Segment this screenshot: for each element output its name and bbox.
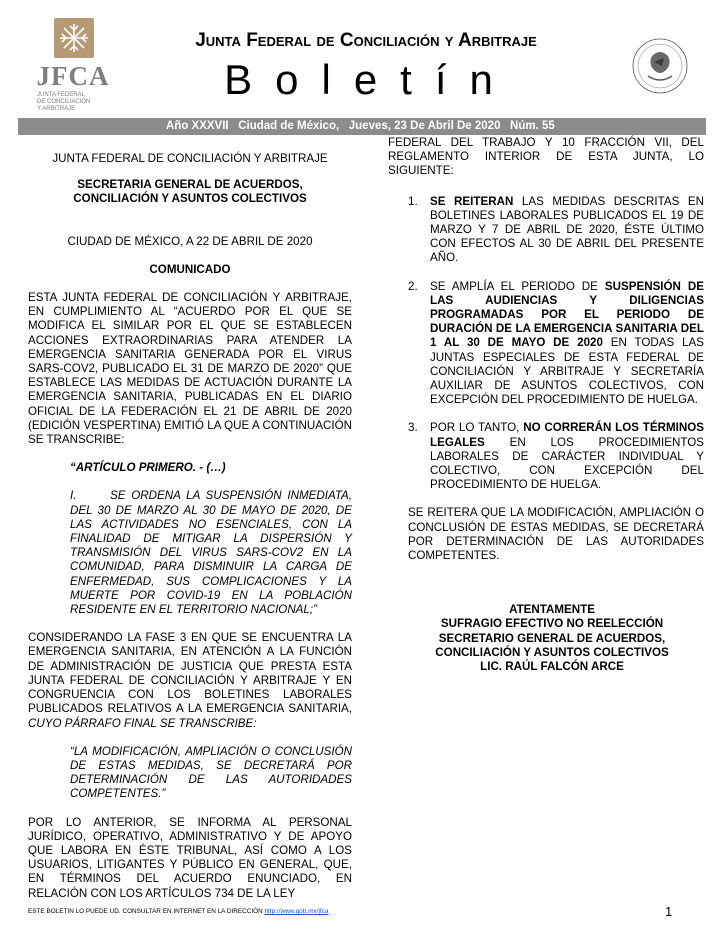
signature-block bbox=[388, 603, 704, 674]
paragraph-2-text: CONSIDERANDO LA FASE 3 EN QUE SE ENCUENTRA LA EMERGENCIA SANITARIA, EN ATENCIÓN A LA FUNCIÓN DE ADMINISTRACIÓN DE JUSTICIA QUE PRESTA ESTA JUNTA FEDERAL DE CONCILIACIÓN Y ARBITRAJE Y EN CONGRUENCIA CON LOS BOLETINES LABORALES PUBLICADOS RELATIVOS A LA EMERGENCIA SANITARIA, bbox=[28, 631, 352, 716]
footer-text: ESTE BOLETIN LO PUEDE UD. CONSULTAR EN INTERNET EN LA DIRECCIÓN bbox=[28, 908, 265, 915]
measures-list bbox=[388, 195, 704, 493]
signature-line-4: LIC. RAÚL FALCÓN ARCE bbox=[480, 660, 624, 674]
page-number: 1 bbox=[665, 904, 673, 919]
title-text: Junta Federal de Conciliación y Arbitraje bbox=[195, 30, 537, 51]
paragraph-3: POR LO ANTERIOR, SE INFORMA AL PERSONAL JURÍDICO, OPERATIVO, ADMINISTRATIVO Y DE APOYO QUE LABORA EN ÉSTE TRIBUNAL, ASÍ COMO A LOS USUARIOS, LITIGANTES Y PÚBLICO EN GENERAL, QUE, EN TÉRMINOS DEL ACUERDO ENUNCIADO, EN RELACIÓN CON LOS ARTÍCULOS 734 DE LA LEY bbox=[28, 815, 352, 900]
paragraph-2-italic: CUYO PÁRRAFO FINAL SE TRANSCRIBE: bbox=[28, 716, 257, 730]
item1-text: LAS MEDIDAS DESCRITAS EN BOLETINES LABORALES PUBLICADOS EL 19 DE MARZO Y 7 DE ABRIL DE 2020, ÉSTE ÚLTIMO CON EFECTOS AL 30 DE ABRIL DEL PRESENTE AÑO. bbox=[430, 194, 704, 265]
left-column bbox=[28, 152, 352, 901]
item1-bold: SE REITERAN bbox=[430, 194, 514, 208]
signature-line-3: SECRETARIO GENERAL DE ACUERDOS, CONCILIACIÓN Y ASUNTOS COLECTIVOS bbox=[435, 631, 669, 659]
signature-line-1: ATENTAMENTE bbox=[509, 603, 595, 617]
paragraph-1: ESTA JUNTA FEDERAL DE CONCILIACIÓN Y ARBITRAJE, EN CUMPLIMIENTO AL “ACUERDO POR EL QUE SE MODIFICA EL SIMILAR POR EL QUE SE ESTABLECEN ACCIONES EXTRAORDINARIAS PARA ATENDER LA EMERGENCIA SANITARIA GENERADA POR EL VIRUS SARS-COV2, PUBLICADO EL 31 DE MARZO DE 2020” QUE ESTABLECE LAS MEDIDAS DE ACTUACIÓN DURANTE LA EMERGENCIA SANITARIA, PUBLICADAS EN EL DIARIO OFICIAL DE LA FEDERACIÓN EL 21 DE ABRIL DE 2020 (EDICIÓN VESPERTINA) EMITIÓ LA QUE A CONTINUACIÓN SE TRANSCRIBE: bbox=[28, 291, 352, 447]
right-column bbox=[388, 136, 704, 674]
quote-2: “LA MODIFICACIÓN, AMPLIACIÓN O CONCLUSIÓN DE ESTAS MEDIDAS, SE DECRETARÁ POR DETERMINACIÓN DE LAS AUTORIDADES COMPETENTES.” bbox=[70, 744, 352, 801]
logo-text: JFCA bbox=[36, 61, 110, 91]
item3-lead: POR LO TANTO, bbox=[430, 421, 524, 435]
continuation-paragraph: FEDERAL DEL TRABAJO Y 10 FRACCIÓN VII, DEL REGLAMENTO INTERIOR DE ESTA JUNTA, LO SIGUIENTE: bbox=[388, 136, 704, 178]
list-number: 2. bbox=[408, 279, 418, 293]
issue-bar bbox=[18, 118, 706, 135]
paragraph-2 bbox=[28, 631, 352, 730]
list-item bbox=[388, 195, 704, 266]
item2-bold: SUSPENSIÓN DE LAS AUDIENCIAS Y DILIGENCIAS PROGRAMADAS POR EL PERIODO DE DURACIÓN DE LA EMERGENCIA SANITARIA DEL 1 AL 30 DE MAYO DE 2020 bbox=[430, 279, 704, 350]
quote-1 bbox=[28, 489, 352, 617]
boletin-heading: Boletín bbox=[224, 56, 516, 103]
roman-numeral: I. bbox=[70, 489, 77, 503]
list-number: 3. bbox=[408, 421, 418, 435]
item2-text: EN TODAS LAS JUNTAS ESPECIALES DE ESTA FEDERAL DE CONCILIACIÓN Y ARBITRAJE Y SECRETARÍA AUXILIAR DE ASUNTOS COLECTIVOS, CON EXCEPCIÓN DEL PROCEDIMIENTO DE HUELGA. bbox=[430, 336, 704, 407]
comunicado-heading: COMUNICADO bbox=[149, 262, 231, 276]
snowflake-icon bbox=[54, 18, 94, 58]
quote-1-text: SE ORDENA LA SUSPENSIÓN INMEDIATA, DEL 30 DE MARZO AL 30 DE MAYO DE 2020, DE LAS ACTIVIDADES NO ESENCIALES, CON LA FINALIDAD DE MITIGAR LA DISPERSIÓN Y TRANSMISIÓN DEL VIRUS SARS-COV2 EN LA COMUNIDAD, PARA DISMINUIR LA CARGA DE ENFERMEDAD, SUS COMPLICACIONES Y LA MUERTE POR COVID-19 EN LA POBLACIÓN RESIDENTE EN EL TERRITORIO NACIONAL;” bbox=[70, 489, 352, 617]
item2-lead: SE AMPLÍA EL PERIODO DE bbox=[430, 279, 605, 293]
mexico-seal-icon bbox=[630, 36, 690, 96]
final-paragraph: SE REITERA QUE LA MODIFICACIÓN, AMPLIACIÓN O CONCLUSIÓN DE ESTAS MEDIDAS, SE DECRETARÁ POR DETERMINACIÓN DE LAS AUTORIDADES COMPETENTES. bbox=[408, 506, 704, 563]
logo-subtitle: JUNTA FEDERAL DE CONCILIACIÓN Y ARBITRAJE bbox=[37, 92, 91, 112]
page-title bbox=[132, 30, 600, 52]
jfca-logo-mark bbox=[54, 18, 94, 58]
signature-line-2: SUFRAGIO EFECTIVO NO REELECCIÓN bbox=[440, 617, 664, 631]
list-number: 1. bbox=[408, 194, 418, 208]
issue-info: Año XXXVII Ciudad de México, Jueves, 23 De Abril De 2020 Núm. 55 bbox=[166, 120, 555, 132]
footer-link[interactable]: http://www.gob.mx/jfca bbox=[264, 908, 329, 915]
org-name: JUNTA FEDERAL DE CONCILIACIÓN Y ARBITRAJE bbox=[52, 152, 328, 165]
articulo-heading: “ARTÍCULO PRIMERO. - (…) bbox=[70, 461, 226, 475]
item3-bold: NO CORRERÁN LOS TÉRMINOS LEGALES bbox=[430, 421, 704, 449]
list-item bbox=[388, 280, 704, 408]
place-date: CIUDAD DE MÉXICO, A 22 DE ABRIL DE 2020 bbox=[67, 234, 313, 248]
secretaria-heading: SECRETARIA GENERAL DE ACUERDOS, CONCILIACIÓN Y ASUNTOS COLECTIVOS bbox=[73, 178, 307, 206]
item3-text: EN LOS PROCEDIMIENTOS LABORALES DE CARÁCTER INDIVIDUAL Y COLECTIVO, CON EXCEPCIÓN DEL PROCEDIMIENTO DE HUELGA. bbox=[430, 435, 704, 492]
list-item bbox=[388, 421, 704, 492]
footer bbox=[28, 908, 328, 915]
